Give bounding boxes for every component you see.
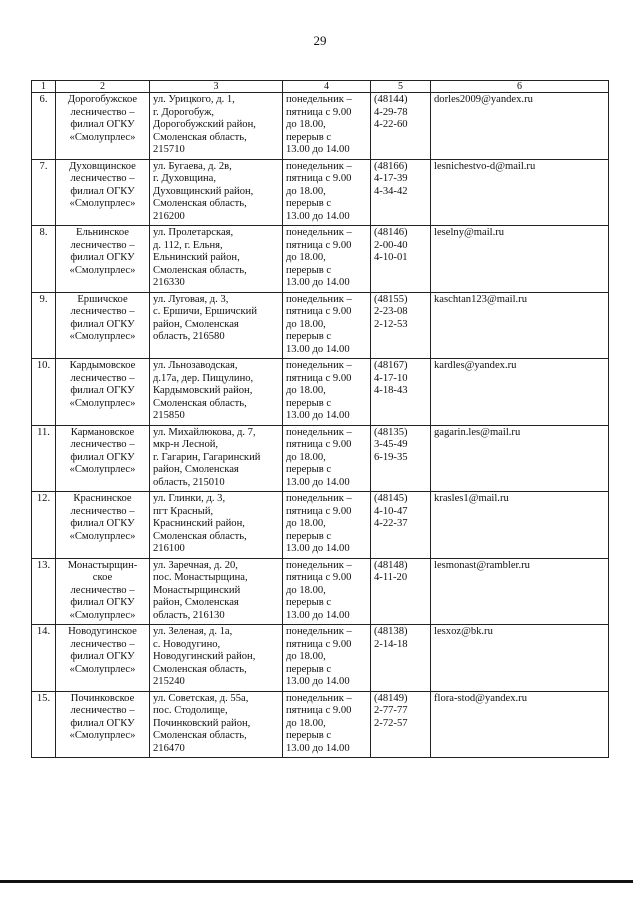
table-row bbox=[32, 292, 609, 359]
phone-line: (48166) bbox=[374, 160, 408, 172]
phone-line: 4-11-20 bbox=[374, 572, 408, 584]
working-hours-cell bbox=[283, 625, 371, 692]
email-cell: krasles1@mail.ru bbox=[431, 492, 609, 559]
working-hours-line: пятница с 9.00 bbox=[286, 173, 352, 185]
address-line: район, Смоленская bbox=[153, 318, 239, 330]
working-hours-line: понедельник – bbox=[286, 493, 352, 504]
phone-line: 4-17-39 bbox=[374, 173, 408, 185]
working-hours-line: 13.00 до 14.00 bbox=[286, 609, 350, 621]
email-cell: leselny@mail.ru bbox=[431, 226, 609, 293]
working-hours-cell bbox=[283, 359, 371, 426]
forestry-name-line: «Смолупрлес» bbox=[69, 331, 136, 343]
address-line: ул. Урицкого, д. 1, bbox=[153, 94, 235, 105]
forestry-name-cell bbox=[56, 292, 150, 359]
address-line: Краснинский район, bbox=[153, 518, 245, 530]
email-cell: kardles@yandex.ru bbox=[431, 359, 609, 426]
table-row bbox=[32, 691, 609, 758]
forestry-name-line: «Смолупрлес» bbox=[69, 663, 136, 675]
address-line: с. Ершичи, Ершичский bbox=[153, 306, 257, 318]
address-line: Монастырщинский bbox=[153, 584, 241, 596]
address-line: 216200 bbox=[153, 210, 185, 222]
forestry-name-line: Ельнинское bbox=[75, 227, 130, 238]
address-line: район, Смоленская bbox=[153, 597, 239, 609]
address-line: ул. Заречная, д. 20, bbox=[153, 559, 238, 571]
email-cell: flora-stod@yandex.ru bbox=[431, 691, 609, 758]
forestry-name-line: филиал ОГКУ bbox=[70, 385, 135, 397]
forestry-name-line: «Смолупрлес» bbox=[69, 397, 136, 409]
table-row bbox=[32, 425, 609, 492]
forestry-name-line: филиал ОГКУ bbox=[70, 597, 135, 609]
address-line: ул. Михайлюкова, д. 7, bbox=[153, 426, 256, 438]
forestry-name-line: лесничество – bbox=[70, 106, 135, 118]
forestry-name-line: Дорогобужское bbox=[67, 94, 138, 105]
working-hours-cell bbox=[283, 159, 371, 226]
forestry-name-line: филиал ОГКУ bbox=[70, 451, 135, 463]
working-hours-line: понедельник – bbox=[286, 626, 352, 637]
address-line: ул. Бугаева, д. 2в, bbox=[153, 160, 232, 172]
address-line: Смоленская область, bbox=[153, 730, 247, 742]
working-hours-line: 13.00 до 14.00 bbox=[286, 476, 350, 488]
phone-line: 2-23-08 bbox=[374, 306, 408, 318]
working-hours-line: понедельник – bbox=[286, 227, 352, 238]
address-line: Смоленская область, bbox=[153, 663, 247, 675]
working-hours-line: перерыв с bbox=[286, 464, 332, 476]
phone-line: (48167) bbox=[374, 360, 408, 371]
phone-line: 2-14-18 bbox=[374, 638, 408, 650]
forestry-name-line: Краснинское bbox=[73, 493, 132, 504]
column-header: 2 bbox=[56, 81, 150, 93]
forestry-name-cell bbox=[56, 226, 150, 293]
phone-line: (48155) bbox=[374, 293, 408, 305]
phone-line: 2-72-57 bbox=[374, 717, 408, 729]
working-hours-line: пятница с 9.00 bbox=[286, 372, 352, 384]
phone-cell bbox=[371, 492, 431, 559]
address-line: 216470 bbox=[153, 742, 185, 754]
working-hours-line: 13.00 до 14.00 bbox=[286, 742, 350, 754]
phone-line: 2-00-40 bbox=[374, 239, 408, 251]
row-number-cell: 6. bbox=[32, 93, 56, 160]
forestry-name-cell bbox=[56, 425, 150, 492]
address-line: Ельнинский район, bbox=[153, 252, 240, 264]
working-hours-line: пятница с 9.00 bbox=[286, 638, 352, 650]
working-hours-line: понедельник – bbox=[286, 94, 352, 105]
table-row bbox=[32, 625, 609, 692]
address-line: г. Гагарин, Гагаринский bbox=[153, 451, 261, 463]
phone-cell bbox=[371, 625, 431, 692]
row-number-cell: 15. bbox=[32, 691, 56, 758]
working-hours-cell bbox=[283, 226, 371, 293]
address-line: Смоленская область, bbox=[153, 264, 247, 276]
working-hours-line: понедельник – bbox=[286, 160, 352, 172]
working-hours-line: перерыв с bbox=[286, 597, 332, 609]
forestry-name-line: «Смолупрлес» bbox=[69, 730, 136, 742]
forestry-name-line: филиал ОГКУ bbox=[70, 318, 135, 330]
working-hours-line: 13.00 до 14.00 bbox=[286, 543, 350, 555]
address-line: пгт Красный, bbox=[153, 505, 214, 517]
address-line: пос. Монастырщина, bbox=[153, 572, 248, 584]
row-number-cell: 14. bbox=[32, 625, 56, 692]
email-cell: lesnichestvo-d@mail.ru bbox=[431, 159, 609, 226]
forestry-name-line: лесничество – bbox=[70, 239, 135, 251]
table-body bbox=[32, 93, 609, 758]
forestry-name-line: филиал ОГКУ bbox=[70, 717, 135, 729]
working-hours-line: до 18.00, bbox=[286, 318, 326, 330]
address-line: 215850 bbox=[153, 410, 185, 422]
forestry-name-cell bbox=[56, 492, 150, 559]
working-hours-line: перерыв с bbox=[286, 264, 332, 276]
working-hours-cell bbox=[283, 292, 371, 359]
row-number-cell: 12. bbox=[32, 492, 56, 559]
forestry-name-line: лесничество – bbox=[70, 638, 135, 650]
phone-line: (48144) bbox=[374, 94, 408, 105]
working-hours-line: понедельник – bbox=[286, 426, 352, 438]
forestry-name-cell bbox=[56, 558, 150, 625]
phone-line: 4-34-42 bbox=[374, 185, 408, 197]
address-cell bbox=[150, 492, 283, 559]
page-number: 29 bbox=[313, 33, 327, 48]
working-hours-line: пятница с 9.00 bbox=[286, 572, 352, 584]
address-line: д.17а, дер. Пищулино, bbox=[153, 372, 254, 384]
row-number-cell: 11. bbox=[32, 425, 56, 492]
working-hours-line: пятница с 9.00 bbox=[286, 106, 352, 118]
working-hours-line: до 18.00, bbox=[286, 252, 326, 264]
phone-line: 3-45-49 bbox=[374, 439, 408, 451]
phone-line: 2-77-77 bbox=[374, 705, 408, 717]
address-cell bbox=[150, 625, 283, 692]
table-row bbox=[32, 359, 609, 426]
forestry-name-cell bbox=[56, 625, 150, 692]
working-hours-line: понедельник – bbox=[286, 559, 352, 571]
working-hours-line: пятница с 9.00 bbox=[286, 439, 352, 451]
email-cell: gagarin.les@mail.ru bbox=[431, 425, 609, 492]
table-row bbox=[32, 558, 609, 625]
address-cell bbox=[150, 558, 283, 625]
address-line: район, Смоленская bbox=[153, 464, 239, 476]
forestry-name-line: филиал ОГКУ bbox=[70, 651, 135, 663]
forestry-name-line: «Смолупрлес» bbox=[69, 198, 136, 210]
working-hours-line: 13.00 до 14.00 bbox=[286, 676, 350, 688]
phone-line: 6-19-35 bbox=[374, 451, 408, 463]
address-line: г. Дорогобуж, bbox=[153, 106, 215, 118]
forestry-name-line: Починковское bbox=[70, 692, 135, 704]
working-hours-line: пятница с 9.00 bbox=[286, 239, 352, 251]
working-hours-line: до 18.00, bbox=[286, 717, 326, 729]
address-line: Духовщинский район, bbox=[153, 185, 254, 197]
phone-cell bbox=[371, 292, 431, 359]
address-line: ул. Пролетарская, bbox=[153, 227, 234, 238]
working-hours-line: перерыв с bbox=[286, 198, 332, 210]
phone-cell bbox=[371, 558, 431, 625]
address-cell bbox=[150, 425, 283, 492]
address-cell bbox=[150, 292, 283, 359]
address-line: область, 215010 bbox=[153, 476, 225, 488]
working-hours-line: пятница с 9.00 bbox=[286, 705, 352, 717]
phone-cell bbox=[371, 359, 431, 426]
phone-line: 4-18-43 bbox=[374, 385, 408, 397]
address-line: ул. Зеленая, д. 1а, bbox=[153, 626, 233, 637]
row-number-cell: 10. bbox=[32, 359, 56, 426]
forestry-name-line: «Смолупрлес» bbox=[69, 609, 136, 621]
working-hours-line: перерыв с bbox=[286, 663, 332, 675]
address-line: Новодугинский район, bbox=[153, 651, 256, 663]
bottom-divider bbox=[0, 880, 633, 883]
forestry-contacts-table bbox=[31, 80, 609, 758]
working-hours-cell bbox=[283, 492, 371, 559]
address-line: г. Духовщина, bbox=[153, 173, 217, 185]
phone-line: 4-10-47 bbox=[374, 505, 408, 517]
phone-cell bbox=[371, 159, 431, 226]
address-line: ул. Советская, д. 55а, bbox=[153, 692, 249, 704]
working-hours-line: перерыв с bbox=[286, 397, 332, 409]
forestry-name-line: филиал ОГКУ bbox=[70, 518, 135, 530]
forestry-name-line: Кардымовское bbox=[69, 360, 136, 371]
forestry-name-line: Новодугинское bbox=[68, 626, 137, 637]
address-line: Смоленская область, bbox=[153, 530, 247, 542]
column-header: 5 bbox=[371, 81, 431, 93]
phone-cell bbox=[371, 691, 431, 758]
row-number-cell: 8. bbox=[32, 226, 56, 293]
working-hours-line: до 18.00, bbox=[286, 385, 326, 397]
phone-cell bbox=[371, 425, 431, 492]
working-hours-line: до 18.00, bbox=[286, 119, 326, 131]
working-hours-line: перерыв с bbox=[286, 730, 332, 742]
row-number-cell: 13. bbox=[32, 558, 56, 625]
phone-line: 4-17-10 bbox=[374, 372, 408, 384]
address-line: область, 216580 bbox=[153, 331, 225, 343]
working-hours-line: перерыв с bbox=[286, 331, 332, 343]
table-row bbox=[32, 226, 609, 293]
forestry-name-line: «Смолупрлес» bbox=[69, 264, 136, 276]
working-hours-line: до 18.00, bbox=[286, 651, 326, 663]
forestry-name-line: Кармановское bbox=[70, 426, 135, 438]
column-header: 3 bbox=[150, 81, 283, 93]
address-line: ул. Глинки, д. 3, bbox=[153, 493, 226, 504]
email-cell: lesmonast@rambler.ru bbox=[431, 558, 609, 625]
address-line: Починковский район, bbox=[153, 717, 251, 729]
working-hours-line: понедельник – bbox=[286, 293, 352, 305]
address-cell bbox=[150, 93, 283, 160]
address-cell bbox=[150, 159, 283, 226]
address-line: Смоленская область, bbox=[153, 397, 247, 409]
column-header: 6 bbox=[431, 81, 609, 93]
forestry-name-line: «Смолупрлес» bbox=[69, 530, 136, 542]
forestry-name-line: ское bbox=[92, 572, 113, 584]
forestry-name-line: филиал ОГКУ bbox=[70, 119, 135, 131]
working-hours-line: понедельник – bbox=[286, 692, 352, 704]
working-hours-line: до 18.00, bbox=[286, 451, 326, 463]
phone-line: 2-12-53 bbox=[374, 318, 408, 330]
forestry-name-line: Ершичское bbox=[77, 293, 128, 305]
address-cell bbox=[150, 691, 283, 758]
forestry-name-line: лесничество – bbox=[70, 372, 135, 384]
address-line: Дорогобужский район, bbox=[153, 119, 256, 131]
forestry-name-line: Монастырщин- bbox=[67, 559, 138, 571]
table-row bbox=[32, 93, 609, 160]
phone-line: 4-10-01 bbox=[374, 252, 408, 264]
address-cell bbox=[150, 359, 283, 426]
forestry-name-line: «Смолупрлес» bbox=[69, 464, 136, 476]
working-hours-line: перерыв с bbox=[286, 530, 332, 542]
phone-line: (48146) bbox=[374, 227, 408, 238]
working-hours-line: до 18.00, bbox=[286, 518, 326, 530]
email-cell: dorles2009@yandex.ru bbox=[431, 93, 609, 160]
address-line: Смоленская область, bbox=[153, 198, 247, 210]
phone-line: 4-22-60 bbox=[374, 119, 408, 131]
forestry-name-line: филиал ОГКУ bbox=[70, 185, 135, 197]
working-hours-cell bbox=[283, 558, 371, 625]
forestry-name-line: Духовщинское bbox=[69, 160, 136, 172]
row-number-cell: 7. bbox=[32, 159, 56, 226]
forestry-name-line: лесничество – bbox=[70, 439, 135, 451]
forestry-name-cell bbox=[56, 93, 150, 160]
working-hours-line: до 18.00, bbox=[286, 584, 326, 596]
forestry-name-cell bbox=[56, 159, 150, 226]
working-hours-line: перерыв с bbox=[286, 131, 332, 143]
row-number-cell: 9. bbox=[32, 292, 56, 359]
table-row bbox=[32, 159, 609, 226]
working-hours-line: 13.00 до 14.00 bbox=[286, 277, 350, 289]
address-line: 215240 bbox=[153, 676, 185, 688]
working-hours-line: 13.00 до 14.00 bbox=[286, 343, 350, 355]
phone-line: (48138) bbox=[374, 626, 408, 637]
forestry-name-cell bbox=[56, 691, 150, 758]
forestry-name-line: лесничество – bbox=[70, 505, 135, 517]
phone-line: (48148) bbox=[374, 559, 408, 571]
address-line: мкр-н Лесной, bbox=[153, 439, 219, 451]
phone-line: (48145) bbox=[374, 493, 408, 504]
forestry-name-line: лесничество – bbox=[70, 584, 135, 596]
phone-line: 4-29-78 bbox=[374, 106, 408, 118]
working-hours-line: до 18.00, bbox=[286, 185, 326, 197]
phone-line: (48135) bbox=[374, 426, 408, 438]
forestry-name-line: лесничество – bbox=[70, 306, 135, 318]
working-hours-line: 13.00 до 14.00 bbox=[286, 210, 350, 222]
working-hours-line: пятница с 9.00 bbox=[286, 505, 352, 517]
address-line: Смоленская область, bbox=[153, 131, 247, 143]
address-line: ул. Луговая, д. 3, bbox=[153, 293, 229, 305]
phone-line: 4-22-37 bbox=[374, 518, 408, 530]
address-line: 216100 bbox=[153, 543, 185, 555]
address-line: д. 112, г. Ельня, bbox=[153, 239, 223, 251]
address-line: пос. Стодолище, bbox=[153, 705, 228, 717]
address-line: 215710 bbox=[153, 144, 185, 156]
working-hours-cell bbox=[283, 691, 371, 758]
email-cell: kaschtan123@mail.ru bbox=[431, 292, 609, 359]
column-number-row bbox=[32, 81, 609, 93]
working-hours-cell bbox=[283, 425, 371, 492]
phone-cell bbox=[371, 93, 431, 160]
address-line: 216330 bbox=[153, 277, 185, 289]
table-row bbox=[32, 492, 609, 559]
phone-cell bbox=[371, 226, 431, 293]
working-hours-line: понедельник – bbox=[286, 360, 352, 371]
address-line: область, 216130 bbox=[153, 609, 225, 621]
address-line: ул. Льнозаводская, bbox=[153, 360, 238, 371]
working-hours-line: 13.00 до 14.00 bbox=[286, 144, 350, 156]
forestry-name-cell bbox=[56, 359, 150, 426]
forestry-name-line: лесничество – bbox=[70, 705, 135, 717]
address-cell bbox=[150, 226, 283, 293]
working-hours-line: 13.00 до 14.00 bbox=[286, 410, 350, 422]
forestry-name-line: «Смолупрлес» bbox=[69, 131, 136, 143]
working-hours-cell bbox=[283, 93, 371, 160]
email-cell: lesxoz@bk.ru bbox=[431, 625, 609, 692]
column-header: 4 bbox=[283, 81, 371, 93]
column-header: 1 bbox=[32, 81, 56, 93]
address-line: с. Новодугино, bbox=[153, 638, 221, 650]
forestry-name-line: филиал ОГКУ bbox=[70, 252, 135, 264]
phone-line: (48149) bbox=[374, 692, 408, 704]
address-line: Кардымовский район, bbox=[153, 385, 253, 397]
working-hours-line: пятница с 9.00 bbox=[286, 306, 352, 318]
forestry-name-line: лесничество – bbox=[70, 173, 135, 185]
